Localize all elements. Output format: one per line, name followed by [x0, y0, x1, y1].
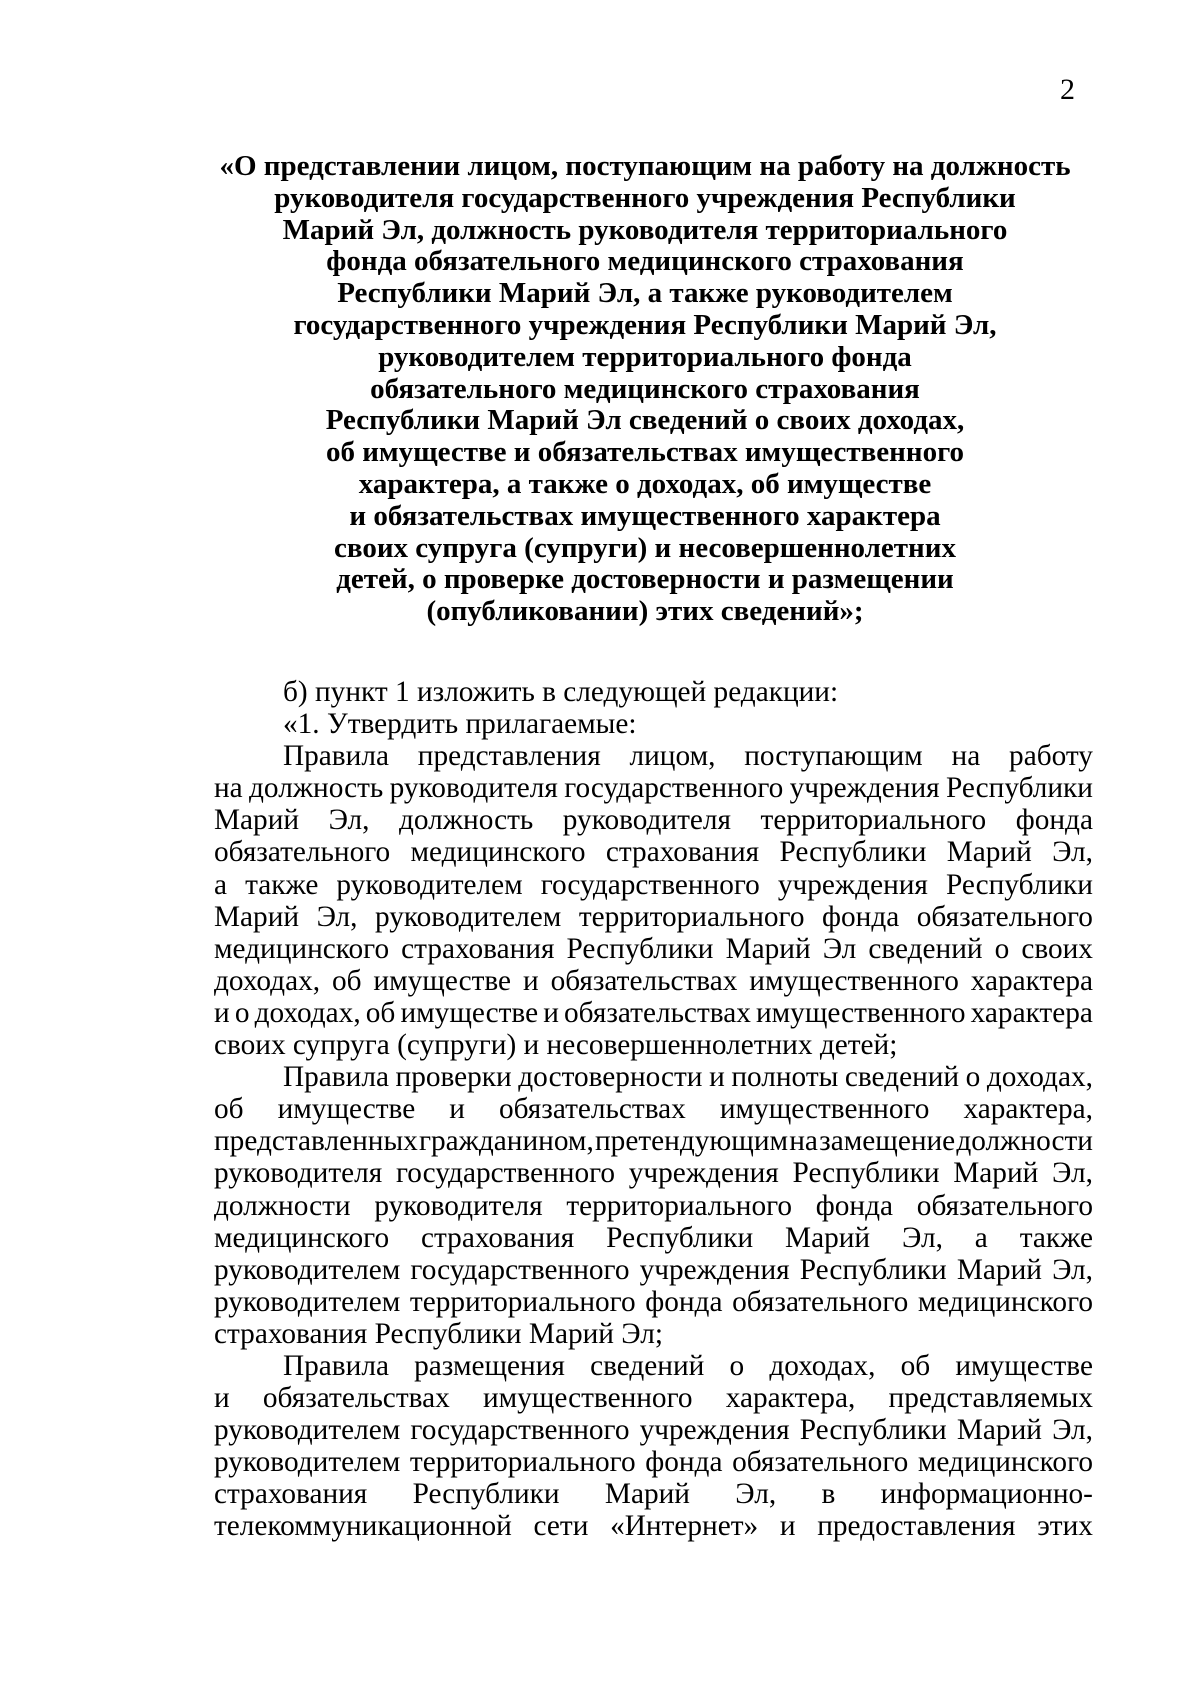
word: размещения: [414, 1349, 565, 1382]
word: страхования: [214, 1478, 368, 1511]
word: и: [543, 996, 559, 1029]
word: территориального: [409, 1285, 636, 1318]
title-line: руководителя государственного учреждения Республики: [274, 181, 1016, 214]
word: Республики: [792, 1157, 940, 1190]
body-line: [214, 1286, 1093, 1318]
word: представленных: [214, 1125, 418, 1158]
word: сети: [533, 1510, 589, 1543]
word: страхования: [421, 1221, 575, 1254]
word: на: [951, 740, 981, 773]
word: Эл,: [735, 1478, 777, 1511]
word: имуществе: [373, 964, 512, 997]
body-line: [214, 869, 1093, 901]
word: руководителем: [214, 1285, 401, 1318]
word: Правила: [283, 740, 389, 773]
word: имуществе: [400, 996, 539, 1029]
word: достоверности: [518, 1061, 703, 1094]
word: обязательствах: [564, 996, 751, 1029]
word: территориального: [409, 1446, 636, 1479]
word: медицинского: [214, 932, 390, 965]
word: Марий: [214, 900, 300, 933]
word: сведений: [590, 1349, 705, 1382]
word: сведений: [868, 932, 983, 965]
word: характера,: [725, 1382, 856, 1415]
word: имущественного: [482, 1382, 693, 1415]
body-line: [214, 1093, 1093, 1125]
title-line: Марий Эл, должность руководителя территориального: [282, 213, 1008, 246]
title-line: обязательного медицинского страхования: [370, 372, 920, 405]
body-line: [214, 1478, 1093, 1510]
word: Республики: [799, 1414, 947, 1447]
word: Эл,: [316, 900, 358, 933]
word: а: [974, 1221, 988, 1254]
word: работу: [1009, 740, 1093, 773]
word: имуществе: [955, 1349, 1093, 1382]
word: телекоммуникационной: [214, 1510, 512, 1543]
word: и: [214, 1382, 230, 1415]
word: Эл,: [1052, 1414, 1093, 1447]
word: об: [900, 1349, 931, 1382]
word: и: [709, 1061, 725, 1094]
word: о: [994, 932, 1010, 965]
word: и: [779, 1510, 796, 1543]
word: имущественного: [749, 964, 959, 997]
word: руководителя: [562, 804, 732, 837]
word: Республики: [946, 772, 1093, 805]
word: в: [821, 1478, 836, 1511]
word: фонда: [645, 1446, 723, 1479]
word: должность: [249, 772, 384, 805]
word: доходах,: [214, 964, 321, 997]
word: доходах,: [986, 1061, 1093, 1094]
body-line: [214, 1382, 1093, 1414]
word: обязательного: [916, 900, 1093, 933]
word: имуществе: [277, 1093, 416, 1126]
word: «Интернет»: [610, 1510, 759, 1543]
body-line: своих супруга (супруги) и несовершеннолетних детей;: [214, 1029, 898, 1062]
word: об: [214, 1093, 244, 1126]
word: Марий: [956, 1253, 1042, 1286]
word: информационно-: [880, 1478, 1093, 1511]
word: а: [214, 868, 228, 901]
title-line: фонда обязательного медицинского страхования: [326, 245, 964, 278]
word: Республики: [412, 1478, 560, 1511]
word: обязательствах: [498, 1093, 686, 1126]
word: о: [234, 996, 250, 1029]
word: должности: [214, 1189, 351, 1222]
word: государственного: [540, 868, 760, 901]
word: руководителя: [214, 1157, 383, 1190]
word: обязательного: [732, 1446, 909, 1479]
word: территориального: [578, 900, 805, 933]
body-line: страхования Республики Марий Эл;: [214, 1317, 663, 1350]
title-line: государственного учреждения Республики Марий Эл,: [293, 308, 997, 341]
word: характера: [970, 996, 1093, 1029]
word: руководителем: [214, 1446, 401, 1479]
body-line: б) пункт 1 изложить в следующей редакции:: [283, 676, 839, 708]
word: проверки: [395, 1061, 512, 1094]
word: лицом,: [629, 740, 716, 773]
word: и: [522, 964, 539, 997]
title-line: характера, а также о доходах, об имуществе: [358, 467, 932, 500]
word: страхования: [401, 932, 555, 965]
word: фонда: [822, 900, 900, 933]
word: Эл: [822, 932, 857, 965]
word: Республики: [799, 1253, 947, 1286]
word: полноты: [731, 1061, 839, 1094]
word: государственного: [410, 1253, 630, 1286]
word: Эл,: [1052, 836, 1093, 869]
word: Эл,: [1052, 1157, 1093, 1190]
word: обязательствах: [550, 964, 738, 997]
word: учреждения: [789, 772, 940, 805]
word: доходах,: [254, 996, 361, 1029]
word: фонда: [815, 1189, 894, 1222]
word: государственного: [564, 772, 784, 805]
word: руководителя: [374, 1189, 543, 1222]
body-line: [214, 804, 1093, 836]
word: об: [365, 996, 396, 1029]
word: на: [214, 772, 243, 805]
word: Республики: [945, 868, 1093, 901]
title-line: (опубликовании) этих сведений»;: [426, 595, 864, 628]
word: руководителем: [214, 1414, 401, 1447]
word: Республики: [779, 836, 927, 869]
word: Марий: [604, 1478, 690, 1511]
body-line: [214, 1350, 1093, 1382]
word: своих: [1021, 932, 1093, 965]
word: этих: [1037, 1510, 1093, 1543]
word: фонда: [645, 1285, 723, 1318]
word: Эл,: [328, 804, 370, 837]
word: учреждения: [777, 868, 928, 901]
amendment-title: [215, 151, 1075, 628]
body-line: [214, 1254, 1093, 1286]
word: Марий: [946, 836, 1032, 869]
word: обязательного: [916, 1189, 1093, 1222]
word: учреждения: [639, 1414, 790, 1447]
word: должность: [399, 804, 534, 837]
word: Марий: [953, 1157, 1039, 1190]
word: и: [214, 996, 230, 1029]
word: имущественного: [719, 1093, 930, 1126]
word: обязательного: [732, 1285, 909, 1318]
word: Республики: [606, 1221, 754, 1254]
body-line: [214, 772, 1093, 804]
word: характера,: [963, 1093, 1093, 1126]
body-line: [214, 933, 1093, 965]
word: Эл,: [902, 1221, 943, 1254]
word: Марий: [956, 1414, 1042, 1447]
word: сведений: [844, 1061, 960, 1094]
body-line: [214, 1222, 1093, 1254]
word: Правила: [283, 1061, 389, 1094]
word: территориального: [566, 1189, 793, 1222]
word: представляемых: [888, 1382, 1093, 1415]
word: медицинского: [917, 1285, 1093, 1318]
word: имущественного: [755, 996, 966, 1029]
word: о: [965, 1061, 981, 1094]
word: Республики: [566, 932, 714, 965]
word: страхования: [605, 836, 760, 869]
body-line: «1. Утвердить прилагаемые:: [283, 708, 637, 741]
word: государственного: [410, 1414, 630, 1447]
body-line: [214, 1061, 1093, 1093]
word: фонда: [1015, 804, 1093, 837]
word: государственного: [395, 1157, 616, 1190]
word: территориального: [760, 804, 987, 837]
word: о: [729, 1349, 745, 1382]
word: Марий: [725, 932, 811, 965]
body-line: [214, 1414, 1093, 1446]
body-line: [214, 836, 1093, 868]
page-number: 2: [1060, 73, 1075, 106]
word: на: [789, 1125, 818, 1158]
word: учреждения: [639, 1253, 790, 1286]
word: Правила: [283, 1349, 389, 1382]
body-line: [214, 997, 1093, 1029]
word: обязательствах: [262, 1382, 450, 1415]
word: доходах,: [769, 1349, 876, 1382]
body-line: [214, 740, 1093, 772]
word: представления: [417, 740, 601, 773]
word: должности: [956, 1125, 1093, 1158]
word: поступающим: [744, 740, 923, 773]
word: обязательного: [214, 836, 391, 869]
word: и: [449, 1093, 465, 1126]
word: руководителем: [375, 900, 562, 933]
body-line: [214, 965, 1093, 997]
title-line: об имуществе и обязательствах имущественного: [325, 436, 965, 469]
title-line: своих супруга (супруги) и несовершеннолетних: [334, 531, 956, 564]
word: характера: [970, 964, 1093, 997]
word: руководителем: [336, 868, 523, 901]
word: учреждения: [628, 1157, 779, 1190]
word: Эл,: [1052, 1253, 1093, 1286]
word: руководителя: [389, 772, 558, 805]
body-line: [214, 901, 1093, 933]
word: претендующим: [595, 1125, 789, 1158]
word: медицинского: [214, 1221, 390, 1254]
title-line: детей, о проверке достоверности и размещении: [336, 563, 954, 596]
title-line: и обязательствах имущественного характера: [349, 499, 941, 532]
word: Марий: [214, 804, 300, 837]
body-line: [214, 1125, 1093, 1157]
word: об: [331, 964, 362, 997]
word: медицинского: [410, 836, 586, 869]
title-line: Республики Марий Эл сведений о своих доходах,: [325, 404, 965, 437]
word: медицинского: [917, 1446, 1093, 1479]
body-line: [214, 1510, 1093, 1542]
body-line: [214, 1157, 1093, 1189]
word: также: [1019, 1221, 1093, 1254]
word: гражданином,: [418, 1125, 594, 1158]
word: замещение: [819, 1125, 956, 1158]
document-body: [214, 676, 1093, 1543]
body-line: [214, 1190, 1093, 1222]
word: руководителем: [214, 1253, 401, 1286]
word: также: [245, 868, 319, 901]
word: предоставления: [817, 1510, 1016, 1543]
word: Марий: [785, 1221, 871, 1254]
title-line: Республики Марий Эл, а также руководителем: [337, 277, 953, 310]
body-line: [214, 1446, 1093, 1478]
title-line: руководителем территориального фонда: [378, 340, 912, 373]
title-line: «О представлении лицом, поступающим на работу на должность: [219, 150, 1071, 182]
